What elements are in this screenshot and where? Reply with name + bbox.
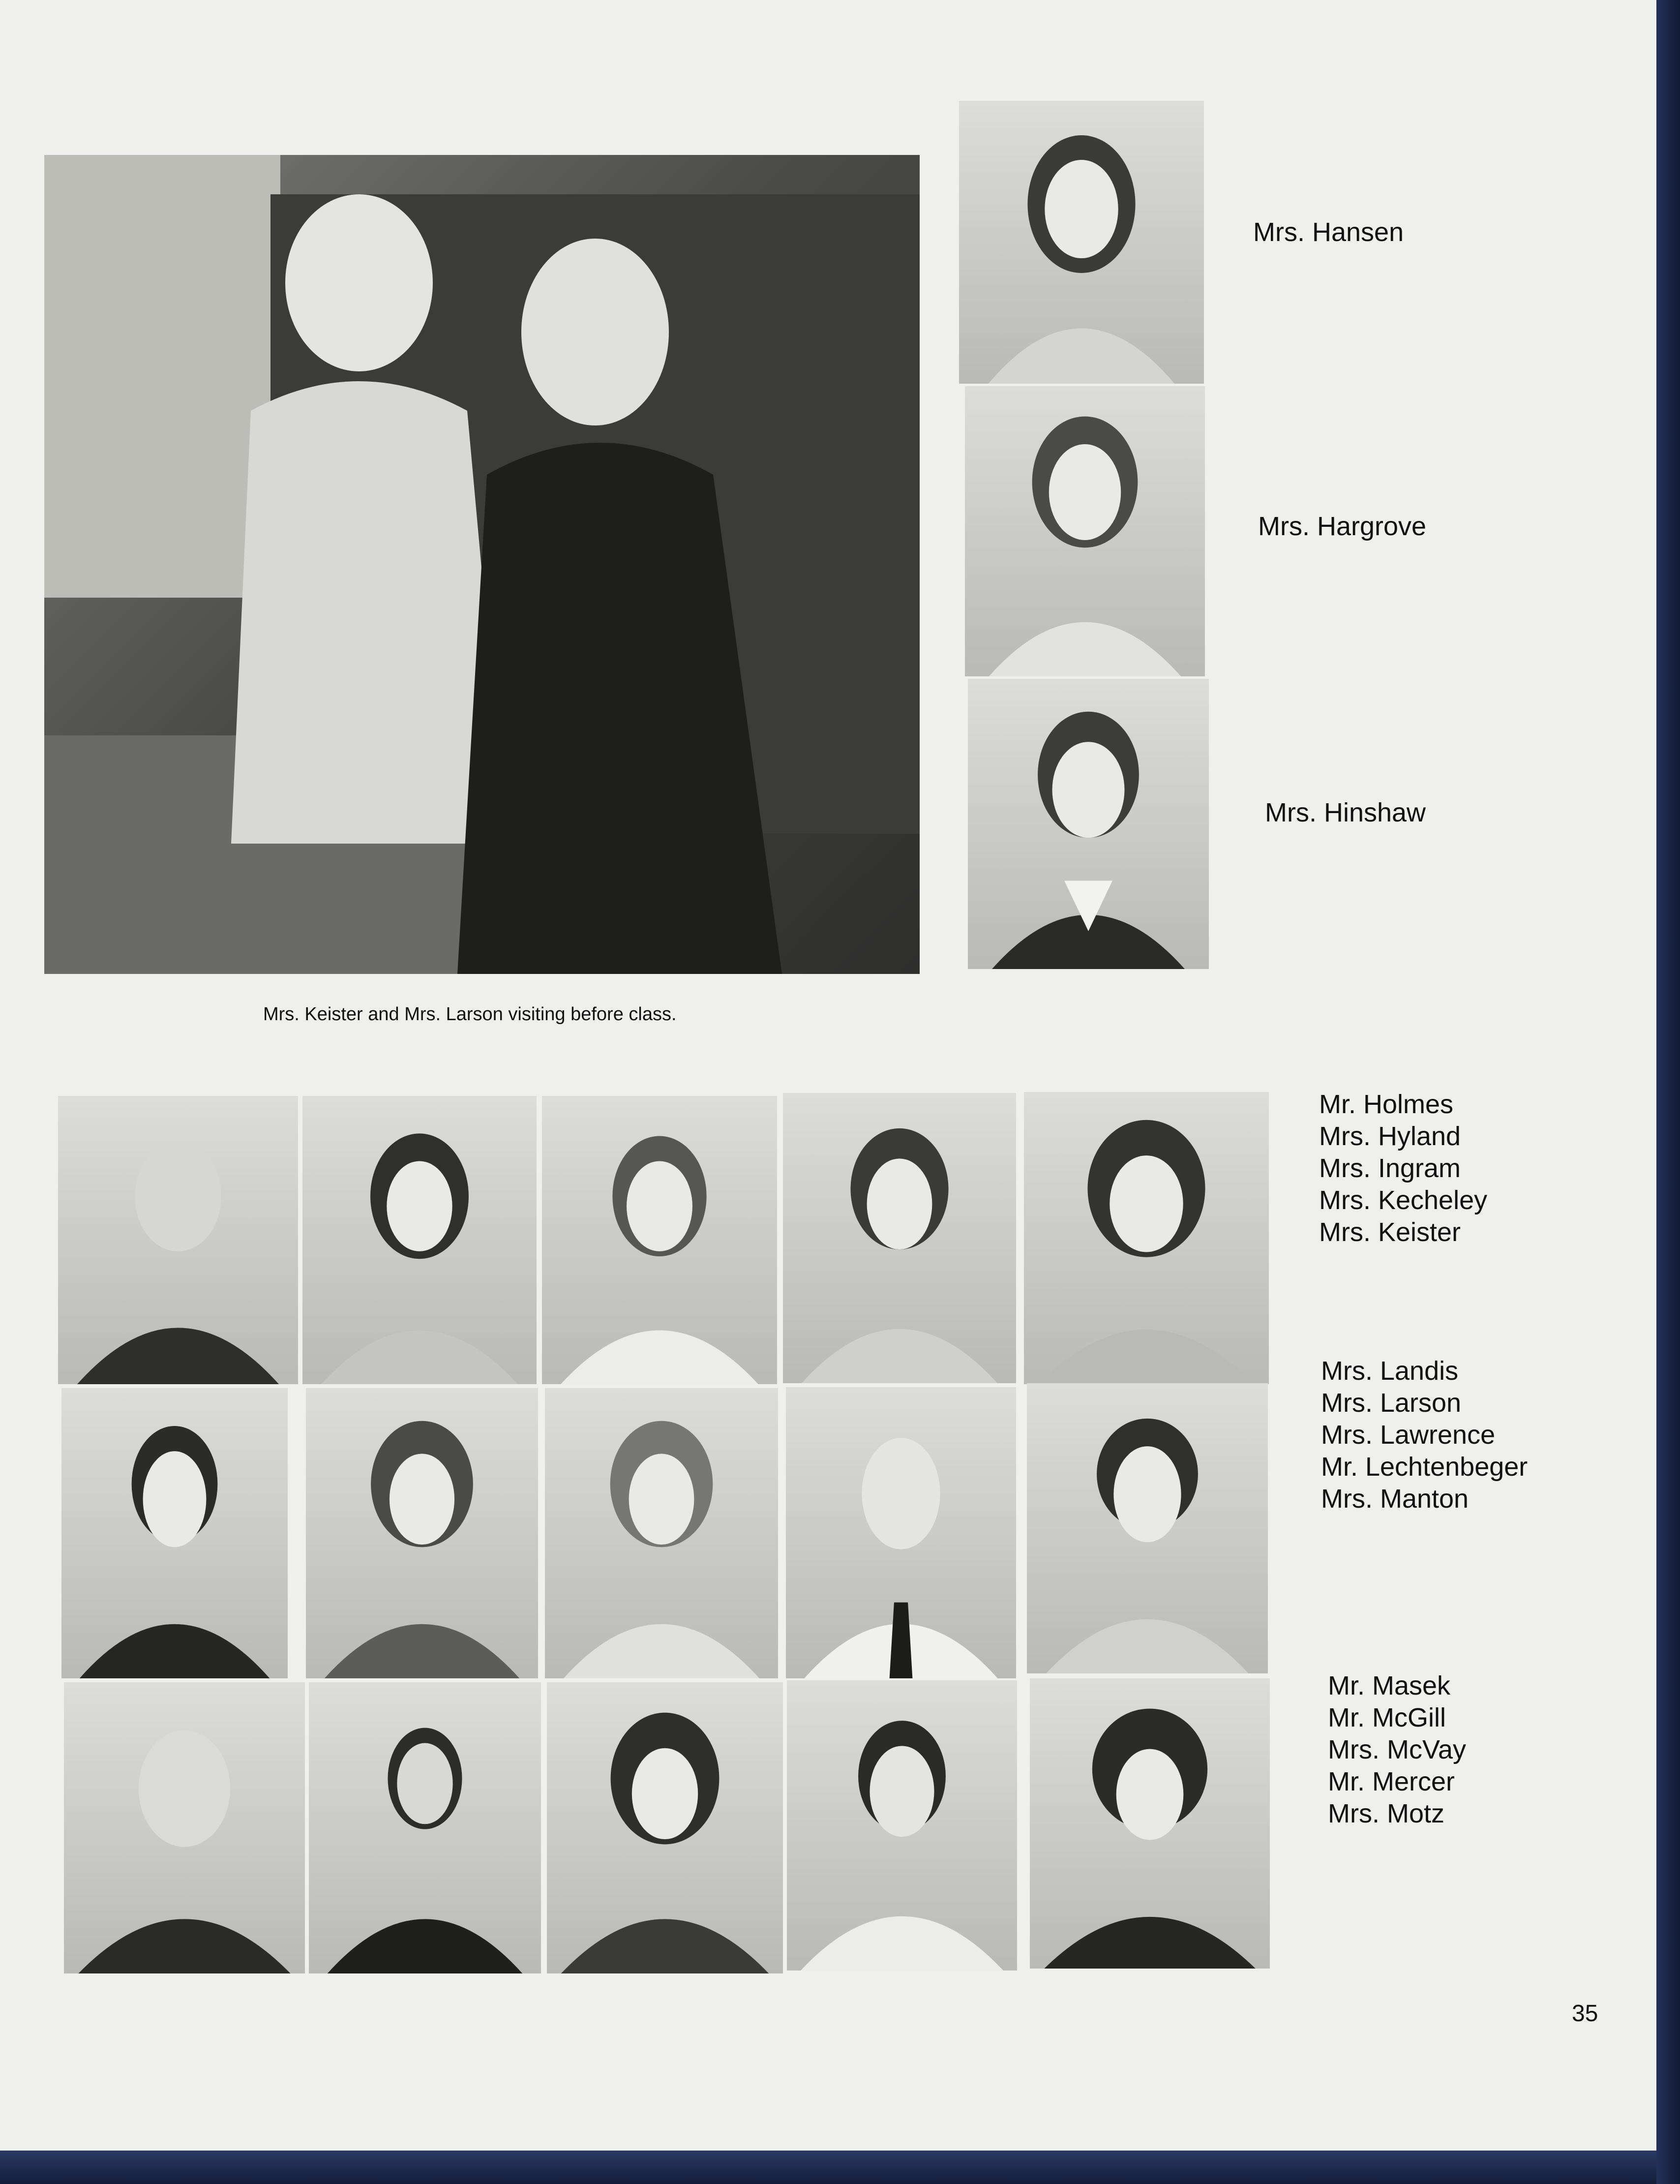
- portrait-hinshaw: [968, 679, 1209, 969]
- page-number: 35: [1572, 2001, 1598, 2027]
- binding-bottom-edge: [0, 2151, 1656, 2184]
- name-landis: Mrs. Landis: [1321, 1356, 1459, 1386]
- portrait-masek: [64, 1682, 305, 1973]
- name-kecheley: Mrs. Kecheley: [1319, 1185, 1488, 1215]
- portrait-mcgill: [309, 1682, 541, 1973]
- portrait-lechtenbeger: [786, 1387, 1016, 1678]
- binding-spine: [1656, 0, 1680, 2184]
- portrait-kecheley: [783, 1093, 1016, 1383]
- portrait-mercer: [787, 1680, 1017, 1971]
- portrait-mcvay: [547, 1682, 783, 1973]
- portrait-landis: [61, 1388, 288, 1678]
- name-ingram: Mrs. Ingram: [1319, 1153, 1461, 1183]
- portrait-motz: [1030, 1678, 1270, 1969]
- name-hinshaw: Mrs. Hinshaw: [1265, 798, 1426, 827]
- candid-photo: [44, 155, 920, 974]
- portrait-hargrove: [965, 386, 1205, 676]
- name-motz: Mrs. Motz: [1328, 1799, 1444, 1828]
- portrait-keister: [1024, 1092, 1269, 1384]
- portrait-hyland: [302, 1096, 537, 1384]
- name-masek: Mr. Masek: [1328, 1671, 1451, 1700]
- portrait-lawrence: [545, 1388, 778, 1678]
- photo-caption: Mrs. Keister and Mrs. Larson visiting before class.: [263, 1004, 677, 1025]
- name-larson: Mrs. Larson: [1321, 1388, 1462, 1418]
- name-mcgill: Mr. McGill: [1328, 1703, 1446, 1732]
- portrait-larson: [306, 1388, 538, 1678]
- name-hargrove: Mrs. Hargrove: [1258, 512, 1427, 541]
- name-holmes: Mr. Holmes: [1319, 1090, 1454, 1119]
- name-hyland: Mrs. Hyland: [1319, 1122, 1461, 1151]
- name-mcvay: Mrs. McVay: [1328, 1735, 1466, 1764]
- name-manton: Mrs. Manton: [1321, 1484, 1469, 1514]
- portrait-manton: [1027, 1383, 1268, 1673]
- name-hansen: Mrs. Hansen: [1253, 217, 1404, 247]
- portrait-ingram: [542, 1096, 777, 1384]
- name-lawrence: Mrs. Lawrence: [1321, 1420, 1496, 1450]
- portrait-holmes: [58, 1096, 298, 1384]
- name-lechtenbeger: Mr. Lechtenbeger: [1321, 1452, 1528, 1482]
- portrait-hansen: [959, 101, 1204, 384]
- name-mercer: Mr. Mercer: [1328, 1767, 1455, 1796]
- name-keister: Mrs. Keister: [1319, 1217, 1461, 1247]
